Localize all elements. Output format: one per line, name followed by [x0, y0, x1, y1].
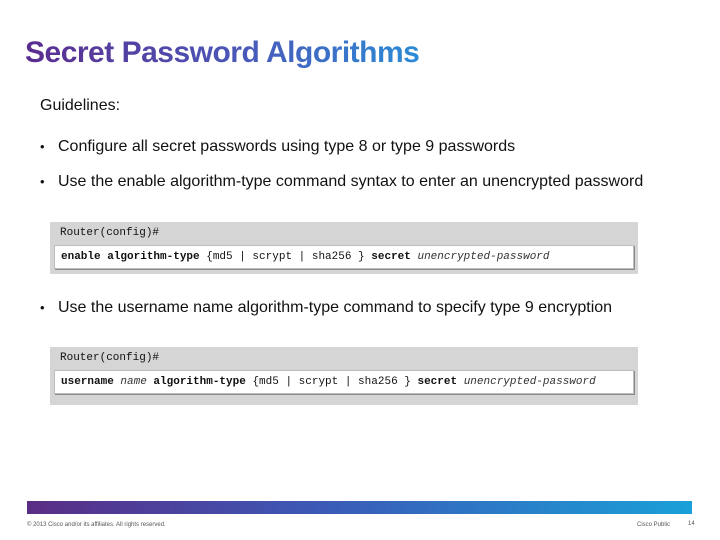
code-keyword: username: [61, 376, 114, 388]
bullet-text: Configure all secret passwords using type 8 or type 9 passwords: [58, 138, 516, 155]
page-number: 14: [688, 521, 695, 527]
footer-classification: Cisco Public: [637, 522, 671, 528]
code-command: [54, 245, 634, 269]
code-options: {md5 | scrypt | sha256 }: [245, 376, 418, 388]
bullet-item: [40, 137, 680, 156]
code-keyword: secret: [371, 251, 411, 263]
bullet-dot-icon: •: [40, 300, 45, 315]
code-argument: unencrypted-password: [410, 251, 550, 263]
code-options: {md5 | scrypt | sha256 }: [199, 251, 372, 263]
bullet-text: Use the username name algorithm-type command to specify type 9 encryption: [58, 299, 613, 316]
code-argument: unencrypted-password: [457, 376, 596, 388]
bullet-dot-icon: •: [40, 139, 45, 154]
code-keyword: secret: [417, 376, 458, 388]
footer-bar: [27, 501, 692, 514]
footer-copyright: © 2013 Cisco and/or its affiliates. All rights reserved.: [27, 522, 166, 528]
bullet-dot-icon: •: [40, 174, 45, 189]
code-block-username: [50, 347, 638, 405]
code-keyword: enable algorithm-type: [61, 251, 200, 263]
bullet-item: [40, 298, 680, 317]
code-prompt: Router(config)#: [60, 352, 160, 364]
slide-title: Secret Password Algorithms: [25, 36, 420, 69]
code-keyword: algorithm-type: [153, 376, 246, 388]
code-argument: name: [113, 376, 154, 388]
guidelines-label: Guidelines:: [40, 97, 121, 114]
code-block-enable: [50, 222, 638, 274]
bullet-text: Use the enable algorithm-type command syntax to enter an unencrypted password: [58, 173, 644, 190]
bullet-item: [40, 172, 680, 191]
code-command: [54, 370, 634, 394]
code-prompt: Router(config)#: [60, 227, 160, 239]
